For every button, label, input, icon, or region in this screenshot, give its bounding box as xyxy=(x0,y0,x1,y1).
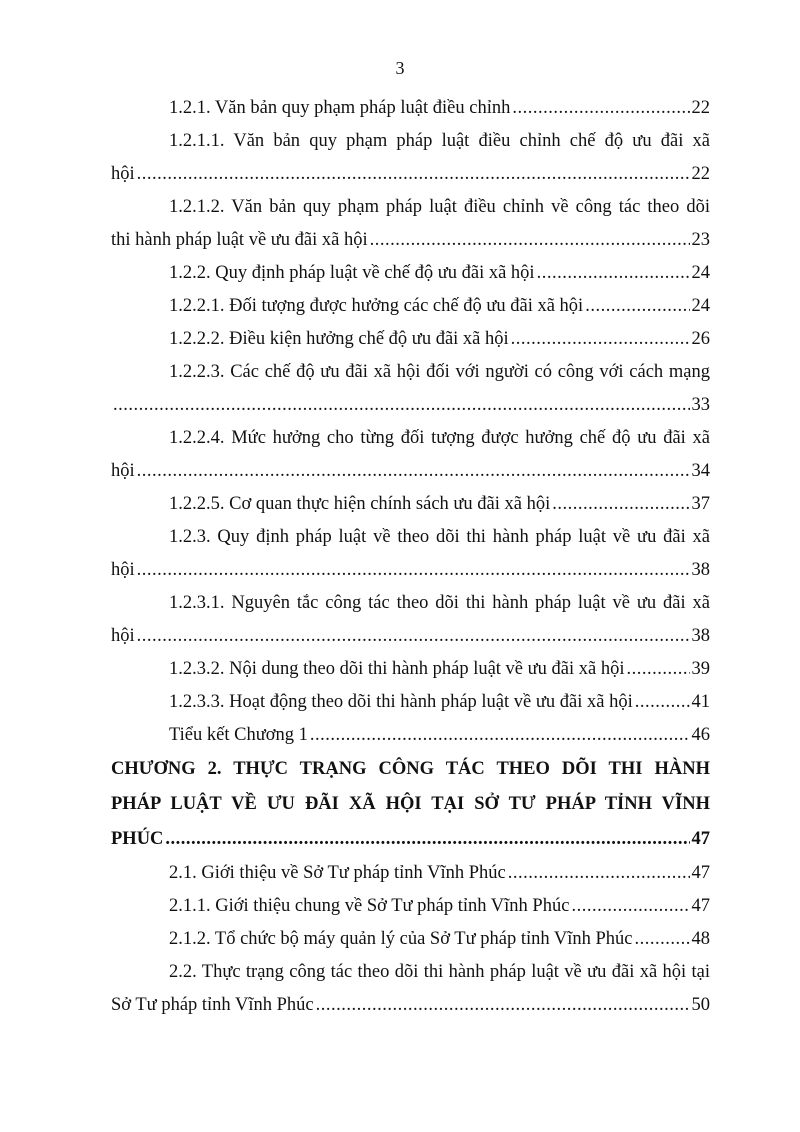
toc-entry-1-2-2-2 xyxy=(111,323,710,356)
toc-page-number: 33 xyxy=(691,395,710,415)
toc-page-number: 23 xyxy=(691,230,710,250)
toc-entry-title: 2.1. Giới thiệu về Sở Tư pháp tỉnh Vĩnh Phúc xyxy=(169,863,506,883)
toc-page-number: 46 xyxy=(691,725,710,745)
toc-entry-chapter-2 xyxy=(111,752,710,857)
toc-page-number: 41 xyxy=(691,692,710,712)
toc-entry-title: 1.2.2.4. Mức hưởng cho từng đối tượng được hưởng chế độ ưu đãi xã xyxy=(169,428,710,448)
leader-dots xyxy=(137,620,690,653)
toc-entry-1-2-1-1 xyxy=(111,125,710,191)
toc-entry-title: 1.2.3.3. Hoạt động theo dõi thi hành pháp luật về ưu đãi xã hội xyxy=(169,692,633,712)
toc-entry-1-2-1 xyxy=(111,92,710,125)
toc-page-number: 39 xyxy=(691,659,710,679)
toc-page-number: 37 xyxy=(691,494,710,514)
toc-entry-title-cont: hội xyxy=(111,461,135,481)
leader-dots xyxy=(137,158,690,191)
leader-dots xyxy=(310,719,690,752)
leader-dots xyxy=(552,488,689,521)
toc-entry-title: 2.1.1. Giới thiệu chung về Sở Tư pháp tỉnh Vĩnh Phúc xyxy=(169,896,570,916)
leader-dots xyxy=(113,389,690,422)
toc-page-number: 50 xyxy=(691,995,710,1015)
leader-dots xyxy=(511,323,690,356)
leader-dots xyxy=(635,923,690,956)
toc-entry-title: 2.1.2. Tổ chức bộ máy quản lý của Sở Tư pháp tỉnh Vĩnh Phúc xyxy=(169,929,633,949)
toc-entry-2-1 xyxy=(111,857,710,890)
toc-entry-title: 1.2.3.1. Nguyên tắc công tác theo dõi thi hành pháp luật về ưu đãi xã xyxy=(169,593,710,613)
leader-dots xyxy=(165,822,689,857)
toc-page-number: 26 xyxy=(691,329,710,349)
chapter-title-cont: PHÚC xyxy=(111,829,164,849)
leader-dots xyxy=(370,224,690,257)
toc-entry-1-2-2-3 xyxy=(111,356,710,422)
toc-entry-title-cont: Sở Tư pháp tỉnh Vĩnh Phúc xyxy=(111,995,314,1015)
toc-entry-2-2 xyxy=(111,956,710,1022)
toc-entry-1-2-1-2 xyxy=(111,191,710,257)
leader-dots xyxy=(316,989,690,1022)
toc-entry-title-cont: hội xyxy=(111,164,135,184)
leader-dots xyxy=(585,290,689,323)
table-of-contents xyxy=(111,92,710,1022)
toc-entry-2-1-1 xyxy=(111,890,710,923)
toc-entry-title: 1.2.1. Văn bản quy phạm pháp luật điều chỉnh xyxy=(169,98,511,118)
toc-entry-title: 1.2.1.2. Văn bản quy phạm pháp luật điều chỉnh về công tác theo dõi xyxy=(169,197,710,217)
toc-entry-title: 1.2.2.2. Điều kiện hưởng chế độ ưu đãi xã hội xyxy=(169,329,509,349)
toc-entry-title-cont: thi hành pháp luật về ưu đãi xã hội xyxy=(111,230,368,250)
toc-entry-title: 1.2.2.1. Đối tượng được hưởng các chế độ ưu đãi xã hội xyxy=(169,296,584,316)
chapter-title: CHƯƠNG 2. THỰC TRẠNG CÔNG TÁC THEO DÕI THI HÀNH xyxy=(111,759,710,779)
toc-entry-title: 1.2.2. Quy định pháp luật về chế độ ưu đãi xã hội xyxy=(169,263,535,283)
chapter-title-cont: PHÁP LUẬT VỀ ƯU ĐÃI XÃ HỘI TẠI SỞ TƯ PHÁP TỈNH VĨNH xyxy=(111,794,710,814)
toc-entry-title: 1.2.1.1. Văn bản quy phạm pháp luật điều chỉnh chế độ ưu đãi xã xyxy=(169,131,710,151)
leader-dots xyxy=(137,554,690,587)
toc-page-number: 38 xyxy=(691,560,710,580)
toc-page-number: 22 xyxy=(691,164,710,184)
toc-entry-1-2-2-4 xyxy=(111,422,710,488)
toc-entry-chapter1-summary xyxy=(111,719,710,752)
toc-page-number: 47 xyxy=(691,829,710,849)
toc-entry-1-2-2 xyxy=(111,257,710,290)
leader-dots xyxy=(512,92,689,125)
toc-entry-2-1-2 xyxy=(111,923,710,956)
toc-entry-1-2-3-3 xyxy=(111,686,710,719)
toc-entry-title: Tiểu kết Chương 1 xyxy=(169,725,308,745)
toc-entry-title: 1.2.2.3. Các chế độ ưu đãi xã hội đối với người có công với cách mạng xyxy=(169,362,710,382)
toc-page-number: 34 xyxy=(691,461,710,481)
toc-entry-1-2-3 xyxy=(111,521,710,587)
toc-page-number: 48 xyxy=(691,929,710,949)
leader-dots xyxy=(508,857,690,890)
leader-dots xyxy=(635,686,690,719)
toc-page-number: 24 xyxy=(691,263,710,283)
page-number: 3 xyxy=(395,58,405,78)
toc-entry-1-2-3-1 xyxy=(111,587,710,653)
toc-entry-title: 1.2.2.5. Cơ quan thực hiện chính sách ưu đãi xã hội xyxy=(169,494,551,514)
leader-dots xyxy=(571,890,689,923)
toc-entry-1-2-2-5 xyxy=(111,488,710,521)
toc-entry-title-cont: hội xyxy=(111,560,135,580)
leader-dots xyxy=(537,257,690,290)
toc-page-number: 24 xyxy=(691,296,710,316)
toc-entry-title-cont: hội xyxy=(111,626,135,646)
toc-entry-title: 1.2.3.2. Nội dung theo dõi thi hành pháp luật về ưu đãi xã hội xyxy=(169,659,625,679)
toc-page-number: 22 xyxy=(691,98,710,118)
toc-page-number: 38 xyxy=(691,626,710,646)
leader-dots xyxy=(137,455,690,488)
toc-entry-title: 1.2.3. Quy định pháp luật về theo dõi thi hành pháp luật về ưu đãi xã xyxy=(169,527,710,547)
toc-entry-1-2-2-1 xyxy=(111,290,710,323)
toc-entry-title: 2.2. Thực trạng công tác theo dõi thi hành pháp luật về ưu đãi xã hội tại xyxy=(169,962,710,982)
leader-dots xyxy=(627,653,690,686)
toc-page-number: 47 xyxy=(691,863,710,883)
toc-entry-1-2-3-2 xyxy=(111,653,710,686)
toc-page-number: 47 xyxy=(691,896,710,916)
